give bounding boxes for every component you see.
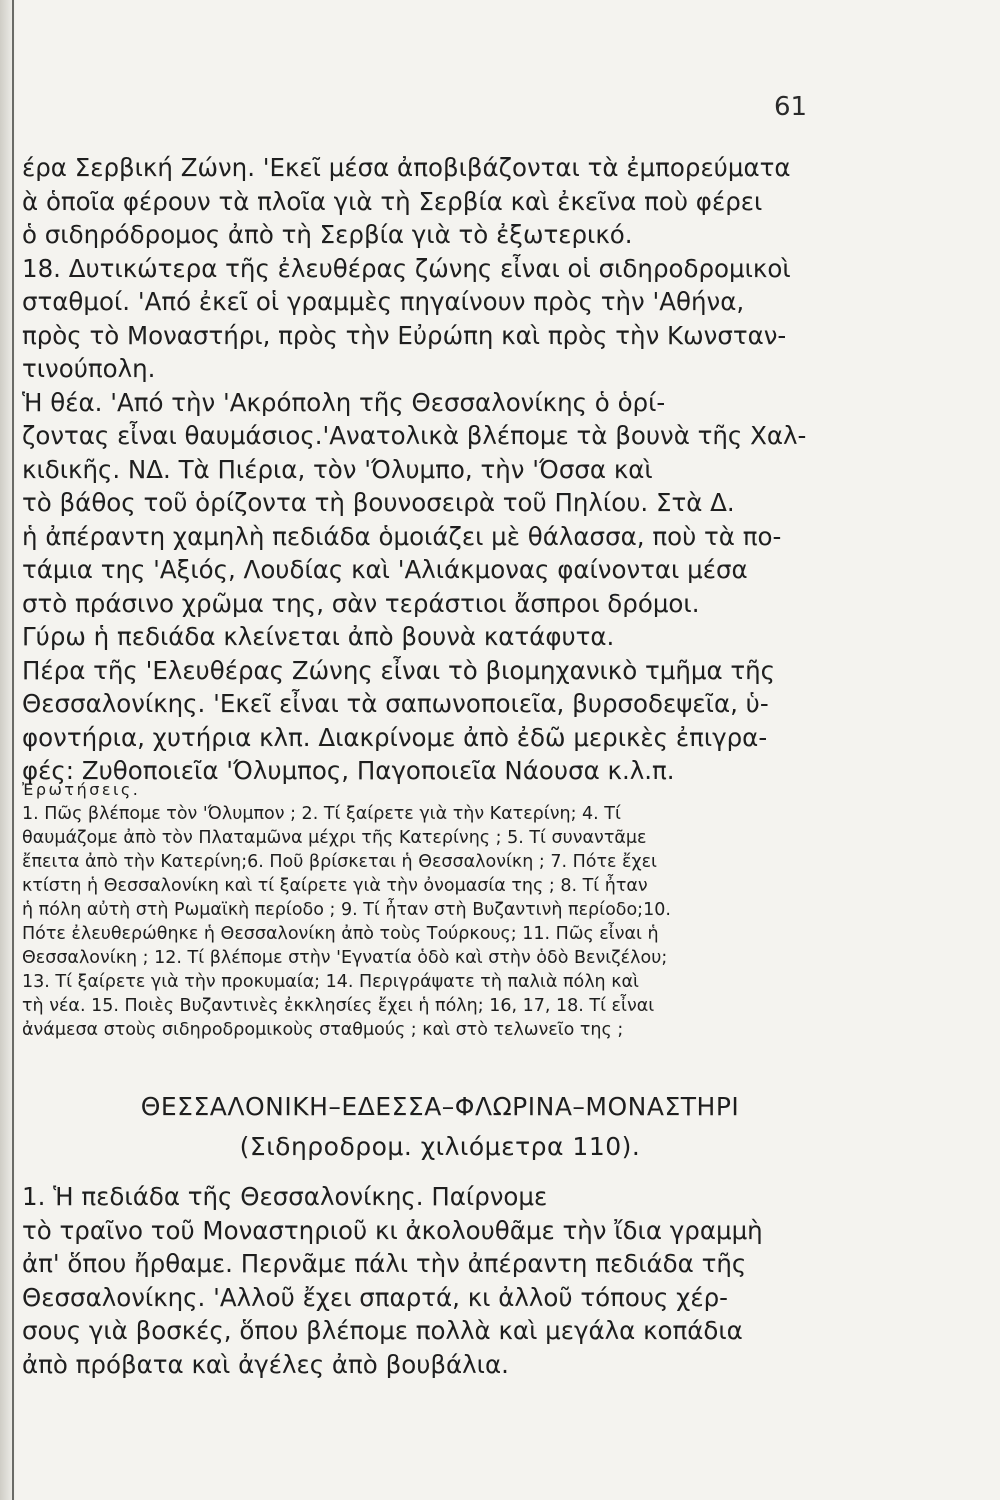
text-line: ἀπὸ πρόβατα καὶ ἀγέλες ἀπὸ βουβάλια. — [22, 1349, 509, 1379]
text-line: Θεσσαλονίκης. 'Εκεῖ εἶναι τὰ σαπωνοποιεῖα, βυρσοδεψεῖα, ὑ- — [22, 689, 769, 718]
text-line: ὁ σιδηρόδρομος ἀπὸ τὴ Σερβία γιὰ τὸ ἐξωτερικό. — [22, 220, 633, 249]
question-line: ἔπειτα ἀπὸ τὴν Κατερίνη;6. Ποῦ βρίσκεται ἡ Θεσσαλονίκη ; 7. Πότε ἔχει — [22, 852, 657, 872]
text-line: σους γιὰ βοσκές, ὅπου βλέπομε πολλὰ καὶ μεγάλα κοπάδια — [22, 1316, 743, 1345]
text-line: Θεσσαλονίκης. 'Αλλοῦ ἔχει σπαρτά, κι ἀλλοῦ τόπους χέρ- — [22, 1282, 728, 1312]
question-line: κτίστη ἡ Θεσσαλονίκη καὶ τί ξαίρετε γιὰ τὴν ὀνομασία της ; 8. Τί ἦταν — [22, 876, 648, 896]
section-title: ΘΕΣΣΑΛΟΝΙΚΗ–ΕΔΕΣΣΑ–ΦΛΩΡΙΝΑ–ΜΟΝΑΣΤΗΡΙ — [140, 1092, 740, 1121]
question-line: θαυμάζομε ἀπὸ τὸν Πλαταμῶνα μέχρι τῆς Κατερίνης ; 5. Τί συναντᾶμε — [22, 828, 647, 848]
text-line: κιδικῆς. ΝΔ. Τὰ Πιέρια, τὸν 'Όλυμπο, τὴν 'Όσσα καὶ — [22, 454, 653, 484]
question-line: τὴ νέα. 15. Ποιὲς Βυζαντινὲς ἐκκλησίες ἔχει ἡ πόλη; 16, 17, 18. Τί εἶναι — [22, 996, 655, 1016]
text-line: τάμια της 'Αξιός, Λουδίας καὶ 'Αλιάκμονας φαίνονται μέσα — [22, 555, 748, 584]
text-line: τὸ βάθος τοῦ ὁρίζοντα τὴ βουνοσειρὰ τοῦ Πηλίου. Στὰ Δ. — [22, 488, 735, 517]
text-line: ἡ ἀπέραντη χαμηλὴ πεδιάδα ὁμοιάζει μὲ θάλασσα, ποὺ τὰ πο- — [22, 521, 782, 551]
questions-title: Ἐρωτήσεις. — [22, 780, 141, 799]
text-line: Γύρω ἡ πεδιάδα κλείνεται ἀπὸ βουνὰ κατάφυτα. — [22, 622, 615, 651]
question-line: 1. Πῶς βλέπομε τὸν 'Όλυμπον ; 2. Τί ξαίρετε γιὰ τὴν Κατερίνη; 4. Τί — [22, 804, 621, 824]
text-line: ζοντας εἶναι θαυμάσιος.'Ανατολικὰ βλέπομε τὰ βουνὰ τῆς Χαλ- — [22, 421, 807, 450]
text-line: τινούπολη. — [22, 354, 156, 383]
question-line: ἡ πόλη αὐτὴ στὴ Ρωμαϊκὴ περίοδο ; 9. Τί ἦταν στὴ Βυζαντινὴ περίοδο;10. — [22, 900, 671, 920]
text-line: ἀπ' ὅπου ἤρθαμε. Περνᾶμε πάλι τὴν ἀπέραντη πεδιάδα τῆς — [22, 1249, 747, 1278]
page-edge-line — [12, 0, 14, 1500]
question-line: 13. Τί ξαίρετε γιὰ τὴν προκυμαία; 14. Περιγράψατε τὴ παλιὰ πόλη καὶ — [22, 972, 639, 992]
text-line: έρα Σερβική Ζώνη. 'Εκεῖ μέσα ἀποβιβάζονται τὰ ἐμπορεύματα — [22, 153, 791, 182]
page-number: 61 — [774, 92, 808, 122]
text-line: Πέρα τῆς 'Ελευθέρας Ζώνης εἶναι τὸ βιομηχανικὸ τμῆμα τῆς — [22, 655, 776, 685]
question-line: ἀνάμεσα στοὺς σιδηροδρομικοὺς σταθμούς ; καὶ στὸ τελωνεῖο της ; — [22, 1020, 624, 1040]
text-line: πρὸς τὸ Μοναστήρι, πρὸς τὴν Εὐρώπη καὶ πρὸς τὴν Κωνσταν- — [22, 320, 787, 350]
text-line: φές: Ζυθοποιεῖα 'Όλυμπος, Παγοποιεῖα Νάουσα κ.λ.π. — [22, 756, 675, 785]
question-line: Θεσσαλονίκη ; 12. Τί βλέπομε στὴν 'Εγνατία ὁδὸ καὶ στὴν ὁδὸ Βενιζέλου; — [22, 948, 668, 968]
text-line: 1. Ἡ πεδιάδα τῆς Θεσσαλονίκης. Παίρνομε — [22, 1182, 548, 1211]
text-line: 18. Δυτικώτερα τῆς ἐλευθέρας ζώνης εἶναι οἱ σιδηροδρομικοὶ — [22, 253, 791, 283]
text-line: στὸ πράσινο χρῶμα της, σὰν τεράστιοι ἄσπροι δρόμοι. — [22, 588, 700, 618]
bottom-text-block — [22, 1180, 852, 1381]
text-line: τὸ τραῖνο τοῦ Μοναστηριοῦ κι ἀκολουθᾶμε τὴν ἴδια γραμμὴ — [22, 1215, 763, 1245]
text-line: Ἡ θέα. 'Από τὴν 'Ακρόπολη τῆς Θεσσαλονίκης ὁ ὁρί- — [22, 387, 666, 417]
text-line: φοντήρια, χυτήρια κλπ. Διακρίνομε ἀπὸ ἐδῶ μερικὲς ἐπιγρα- — [22, 722, 768, 752]
text-line: ὰ ὁποῖα φέρουν τὰ πλοῖα γιὰ τὴ Σερβία καὶ ἐκεῖνα ποὺ φέρει — [22, 186, 763, 216]
questions-block — [22, 778, 852, 1042]
text-line: σταθμοί. 'Από ἐκεῖ οἱ γραμμὲς πηγαίνουν πρὸς τὴν 'Αθήνα, — [22, 287, 745, 316]
section-subtitle: (Σιδηροδρομ. χιλιόμετρα 110). — [239, 1132, 641, 1161]
top-text-block — [22, 151, 852, 788]
question-line: Πότε ἐλευθερώθηκε ἡ Θεσσαλονίκη ἀπὸ τοὺς Τούρκους; 11. Πῶς εἶναι ἡ — [22, 924, 659, 944]
